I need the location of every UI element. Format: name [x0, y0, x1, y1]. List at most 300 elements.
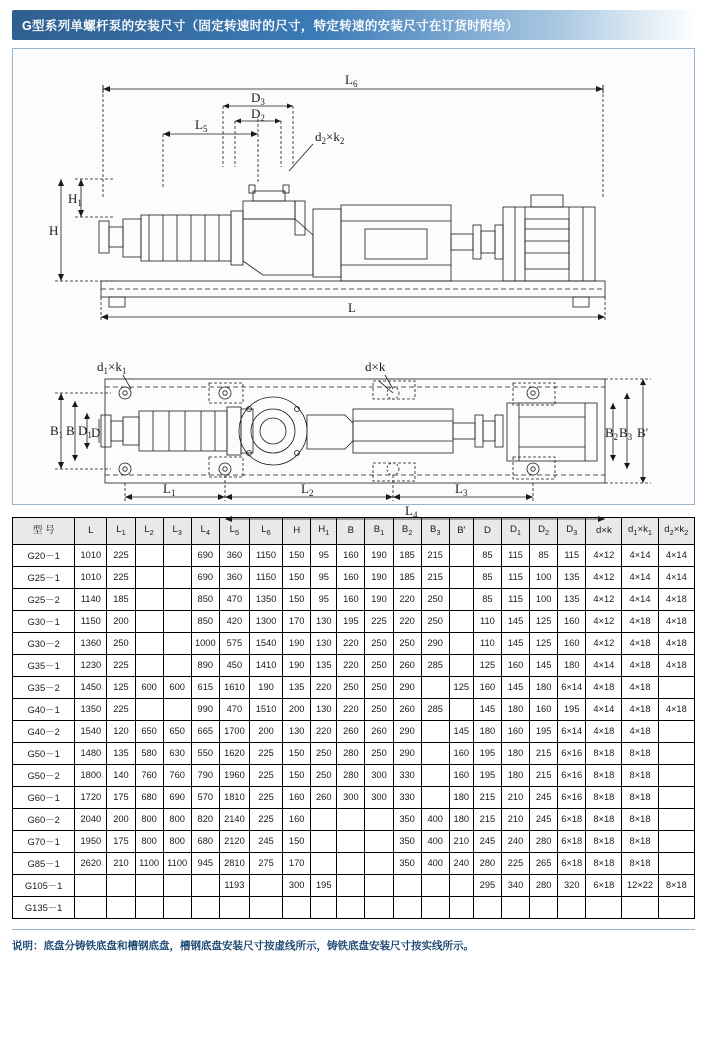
cell-value: 2040 — [75, 809, 107, 831]
cell-value: 130 — [311, 699, 337, 721]
cell-value — [449, 545, 473, 567]
cell-value — [393, 875, 421, 897]
cell-value: 135 — [558, 567, 586, 589]
col-header-D2: $D_2$ — [530, 518, 558, 545]
cell-value: 190 — [249, 677, 282, 699]
cell-value — [530, 897, 558, 919]
label-L: L — [348, 300, 356, 315]
cell-value — [658, 809, 694, 831]
cell-value: 1450 — [75, 677, 107, 699]
cell-value: 890 — [191, 655, 219, 677]
table-row — [13, 589, 695, 611]
cell-value: 340 — [501, 875, 529, 897]
cell-value: 760 — [135, 765, 163, 787]
cell-value: 125 — [530, 611, 558, 633]
cell-value: 665 — [191, 721, 219, 743]
cell-value — [163, 699, 191, 721]
cell-value: 450 — [219, 655, 249, 677]
table-row — [13, 875, 695, 897]
table-row — [13, 897, 695, 919]
cell-value: 225 — [107, 655, 135, 677]
cell-value: 300 — [283, 875, 311, 897]
cell-value: 145 — [449, 721, 473, 743]
cell-value — [421, 765, 449, 787]
cell-value: 360 — [219, 567, 249, 589]
cell-value: 850 — [191, 611, 219, 633]
cell-value — [421, 787, 449, 809]
cell-value: 125 — [449, 677, 473, 699]
cell-model: G40－2 — [13, 721, 75, 743]
cell-value — [586, 897, 622, 919]
cell-value: 95 — [311, 567, 337, 589]
cell-value: 250 — [311, 765, 337, 787]
cell-value: 180 — [449, 787, 473, 809]
cell-value: 1150 — [75, 611, 107, 633]
cell-value — [219, 897, 249, 919]
cell-value: 4×14 — [622, 589, 658, 611]
label-B3: $B_3$ — [619, 425, 633, 442]
cell-value: 2810 — [219, 853, 249, 875]
cell-model: G30－1 — [13, 611, 75, 633]
cell-value: 6×16 — [558, 765, 586, 787]
cell-value — [449, 699, 473, 721]
cell-value: 8×18 — [622, 853, 658, 875]
cell-value — [283, 897, 311, 919]
cell-value: 225 — [249, 743, 282, 765]
cell-value: 600 — [163, 677, 191, 699]
cell-value: 6×16 — [558, 787, 586, 809]
table-row — [13, 809, 695, 831]
cell-value: 1960 — [219, 765, 249, 787]
cell-value: 1230 — [75, 655, 107, 677]
cell-model: G40－1 — [13, 699, 75, 721]
cell-value: 8×18 — [622, 743, 658, 765]
note-text: 底盘分铸铁底盘和槽钢底盘，槽钢底盘安装尺寸按虚线所示，铸铁底盘安装尺寸按实线所示。 — [43, 940, 474, 952]
cell-value: 145 — [501, 677, 529, 699]
label-B: B — [66, 423, 75, 438]
cell-value: 800 — [135, 831, 163, 853]
col-header-model: 型 号 — [13, 518, 75, 545]
cell-value — [449, 633, 473, 655]
cell-value: 4×18 — [586, 677, 622, 699]
cell-value — [449, 611, 473, 633]
cell-value: 130 — [283, 721, 311, 743]
cell-value: 225 — [107, 699, 135, 721]
col-header-L3: $L_3$ — [163, 518, 191, 545]
cell-value: 115 — [501, 567, 529, 589]
table-row — [13, 721, 695, 743]
cell-value — [622, 897, 658, 919]
cell-value: 115 — [501, 545, 529, 567]
cell-value — [337, 853, 365, 875]
cell-value: 650 — [163, 721, 191, 743]
cell-value: 225 — [365, 611, 393, 633]
cell-value — [135, 633, 163, 655]
cell-value: 215 — [530, 765, 558, 787]
cell-value: 4×14 — [586, 699, 622, 721]
cell-value: 6×18 — [558, 853, 586, 875]
cell-value: 160 — [501, 655, 529, 677]
label-D2: $D_2$ — [251, 106, 265, 123]
table-row — [13, 633, 695, 655]
cell-model: G135－1 — [13, 897, 75, 919]
col-header-dk: d×k — [586, 518, 622, 545]
cell-value: 300 — [337, 787, 365, 809]
cell-value: 145 — [530, 655, 558, 677]
cell-value: 1150 — [249, 545, 282, 567]
cell-value: 470 — [219, 699, 249, 721]
cell-value: 615 — [191, 677, 219, 699]
cell-value: 245 — [530, 809, 558, 831]
cell-value: 195 — [530, 721, 558, 743]
cell-value — [449, 655, 473, 677]
cell-value: 575 — [219, 633, 249, 655]
cell-value: 300 — [365, 787, 393, 809]
table-row — [13, 611, 695, 633]
cell-value: 800 — [163, 831, 191, 853]
cell-value — [135, 589, 163, 611]
cell-value: 1010 — [75, 567, 107, 589]
cell-value: 250 — [311, 743, 337, 765]
cell-value: 180 — [449, 809, 473, 831]
cell-model: G50－1 — [13, 743, 75, 765]
cell-value: 225 — [249, 787, 282, 809]
cell-value: 250 — [365, 743, 393, 765]
cell-value: 160 — [337, 567, 365, 589]
cell-value — [473, 897, 501, 919]
cell-value: 4×18 — [658, 655, 694, 677]
cell-value: 160 — [449, 743, 473, 765]
cell-value: 1950 — [75, 831, 107, 853]
cell-value: 260 — [337, 721, 365, 743]
cell-value: 420 — [219, 611, 249, 633]
cell-value: 350 — [393, 809, 421, 831]
cell-value — [107, 897, 135, 919]
cell-value: 1610 — [219, 677, 249, 699]
cell-value — [337, 831, 365, 853]
cell-value — [337, 809, 365, 831]
cell-value: 145 — [501, 611, 529, 633]
cell-value: 195 — [311, 875, 337, 897]
cell-value: 1350 — [249, 589, 282, 611]
table-row — [13, 699, 695, 721]
cell-value: 250 — [107, 633, 135, 655]
cell-value: 190 — [365, 567, 393, 589]
cell-value: 100 — [530, 589, 558, 611]
cell-value: 240 — [501, 831, 529, 853]
label-L6: $L_6$ — [345, 72, 358, 89]
cell-value: 215 — [473, 809, 501, 831]
cell-value: 160 — [558, 633, 586, 655]
cell-value — [449, 897, 473, 919]
cell-value: 160 — [530, 699, 558, 721]
cell-value: 140 — [107, 765, 135, 787]
cell-value: 110 — [473, 633, 501, 655]
cell-value — [449, 589, 473, 611]
cell-value: 85 — [530, 545, 558, 567]
cell-value: 135 — [283, 677, 311, 699]
label-B1: $B_1$ — [50, 423, 64, 440]
cell-value: 215 — [421, 545, 449, 567]
cell-value: 4×14 — [622, 567, 658, 589]
cell-value: 250 — [365, 677, 393, 699]
cell-value: 1700 — [219, 721, 249, 743]
cell-value: 4×14 — [622, 545, 658, 567]
cell-value — [337, 897, 365, 919]
cell-value: 180 — [501, 765, 529, 787]
label-L4: $L_4$ — [405, 503, 418, 520]
footer-note — [12, 929, 695, 953]
cell-value: 210 — [107, 853, 135, 875]
cell-value — [163, 897, 191, 919]
cell-value: 1360 — [75, 633, 107, 655]
cell-value: 215 — [473, 787, 501, 809]
cell-value — [658, 765, 694, 787]
label-dk: d×k — [365, 359, 386, 374]
cell-value: 4×18 — [622, 721, 658, 743]
cell-value — [135, 875, 163, 897]
col-header-d1k1: $d_1\times k_1$ — [622, 518, 658, 545]
label-D3: $D_3$ — [251, 90, 265, 107]
cell-value — [311, 897, 337, 919]
table-row — [13, 567, 695, 589]
cell-value: 215 — [421, 567, 449, 589]
cell-value: 8×18 — [658, 875, 694, 897]
cell-value: 180 — [501, 743, 529, 765]
label-L5: $L_5$ — [195, 117, 208, 134]
cell-value: 175 — [107, 831, 135, 853]
cell-value: 4×18 — [658, 633, 694, 655]
cell-value: 1800 — [75, 765, 107, 787]
cell-value: 210 — [501, 809, 529, 831]
cell-value: 135 — [311, 655, 337, 677]
cell-value: 6×16 — [558, 743, 586, 765]
cell-value: 200 — [107, 809, 135, 831]
cell-value: 160 — [283, 787, 311, 809]
cell-value: 400 — [421, 853, 449, 875]
cell-value: 800 — [135, 809, 163, 831]
cell-value: 4×12 — [586, 633, 622, 655]
cell-value: 1540 — [75, 721, 107, 743]
cell-value: 245 — [473, 831, 501, 853]
cell-value — [449, 567, 473, 589]
cell-value: 280 — [473, 853, 501, 875]
cell-value — [658, 677, 694, 699]
cell-value: 800 — [163, 809, 191, 831]
cell-value: 4×18 — [622, 677, 658, 699]
cell-value: 280 — [337, 743, 365, 765]
col-header-L6: $L_6$ — [249, 518, 282, 545]
cell-value: 1350 — [75, 699, 107, 721]
cell-value: 8×18 — [622, 787, 658, 809]
cell-value: 100 — [530, 567, 558, 589]
cell-model: G35－1 — [13, 655, 75, 677]
label-H1: $H_1$ — [68, 191, 82, 208]
note-label: 说明： — [12, 940, 44, 952]
col-header-D3: $D_3$ — [558, 518, 586, 545]
cell-value: 280 — [530, 875, 558, 897]
cell-value — [501, 897, 529, 919]
cell-value — [163, 633, 191, 655]
cell-value — [365, 875, 393, 897]
cell-value: 2620 — [75, 853, 107, 875]
cell-value: 275 — [249, 853, 282, 875]
cell-value — [75, 897, 107, 919]
cell-value: 630 — [163, 743, 191, 765]
cell-value: 260 — [393, 699, 421, 721]
cell-value — [365, 853, 393, 875]
col-header-L1: $L_1$ — [107, 518, 135, 545]
cell-value: 200 — [107, 611, 135, 633]
cell-value: 260 — [393, 655, 421, 677]
cell-value: 245 — [249, 831, 282, 853]
cell-value: 160 — [501, 721, 529, 743]
cell-value: 290 — [421, 633, 449, 655]
cell-value — [658, 787, 694, 809]
cell-value: 300 — [365, 765, 393, 787]
cell-model: G60－1 — [13, 787, 75, 809]
cell-value — [658, 853, 694, 875]
cell-value — [163, 611, 191, 633]
cell-value: 1720 — [75, 787, 107, 809]
cell-model: G105－1 — [13, 875, 75, 897]
spec-table-wrap — [12, 517, 695, 919]
cell-value: 150 — [283, 831, 311, 853]
cell-value: 85 — [473, 589, 501, 611]
col-header-B1: $B_1$ — [365, 518, 393, 545]
cell-value: 145 — [501, 633, 529, 655]
cell-value: 280 — [337, 765, 365, 787]
cell-value: 220 — [393, 589, 421, 611]
cell-value: 1193 — [219, 875, 249, 897]
col-header-L2: $L_2$ — [135, 518, 163, 545]
table-row — [13, 853, 695, 875]
col-header-B2: $B_2$ — [393, 518, 421, 545]
cell-value: 115 — [558, 545, 586, 567]
cell-value: 250 — [337, 677, 365, 699]
table-row — [13, 655, 695, 677]
cell-value: 195 — [473, 765, 501, 787]
cell-model: G60－2 — [13, 809, 75, 831]
cell-value: 680 — [191, 831, 219, 853]
cell-value: 6×18 — [558, 809, 586, 831]
cell-value — [658, 897, 694, 919]
cell-value: 12×22 — [622, 875, 658, 897]
spec-table-body — [13, 545, 695, 919]
cell-value: 225 — [249, 765, 282, 787]
cell-value — [135, 545, 163, 567]
col-header-L: L — [75, 518, 107, 545]
cell-value — [658, 831, 694, 853]
cell-value: 150 — [283, 743, 311, 765]
cell-value: 400 — [421, 831, 449, 853]
cell-value: 330 — [393, 787, 421, 809]
technical-drawing — [12, 48, 695, 520]
cell-value: 125 — [530, 633, 558, 655]
page-title: G型系列单螺杆泵的安装尺寸（固定转速时的尺寸，特定转速的安装尺寸在订货时附给） — [22, 19, 519, 33]
table-row — [13, 831, 695, 853]
label-Bprime: B' — [637, 425, 649, 440]
cell-value — [337, 875, 365, 897]
cell-value: 850 — [191, 589, 219, 611]
cell-value: 6×18 — [558, 831, 586, 853]
cell-value: 135 — [558, 589, 586, 611]
cell-value: 200 — [283, 699, 311, 721]
table-row — [13, 677, 695, 699]
table-row — [13, 545, 695, 567]
cell-value: 290 — [393, 743, 421, 765]
cell-value: 160 — [337, 589, 365, 611]
cell-value: 285 — [421, 699, 449, 721]
cell-value: 175 — [107, 787, 135, 809]
cell-value — [658, 721, 694, 743]
label-H: H — [49, 223, 59, 238]
col-header-H: H — [283, 518, 311, 545]
cell-value: 290 — [393, 721, 421, 743]
cell-model: G25－1 — [13, 567, 75, 589]
cell-value: 285 — [421, 655, 449, 677]
cell-value: 8×18 — [586, 787, 622, 809]
cell-value: 95 — [311, 545, 337, 567]
col-header-D1: $D_1$ — [501, 518, 529, 545]
cell-value: 4×18 — [622, 633, 658, 655]
cell-value: 195 — [558, 699, 586, 721]
cell-value: 195 — [337, 611, 365, 633]
cell-value: 400 — [421, 809, 449, 831]
cell-value: 150 — [283, 589, 311, 611]
cell-model: G50－2 — [13, 765, 75, 787]
cell-value: 220 — [311, 677, 337, 699]
col-header-H1: $H_1$ — [311, 518, 337, 545]
cell-value — [365, 809, 393, 831]
cell-value: 150 — [283, 545, 311, 567]
cell-value — [449, 875, 473, 897]
cell-value: 4×18 — [658, 699, 694, 721]
cell-value: 125 — [107, 677, 135, 699]
cell-value: 1510 — [249, 699, 282, 721]
cell-value: 190 — [365, 545, 393, 567]
cell-value: 160 — [283, 809, 311, 831]
cell-value: 160 — [473, 677, 501, 699]
cell-value: 4×14 — [658, 545, 694, 567]
cell-value: 470 — [219, 589, 249, 611]
cell-value: 4×12 — [586, 611, 622, 633]
col-header-L5: $L_5$ — [219, 518, 249, 545]
cell-value — [558, 897, 586, 919]
cell-value: 690 — [163, 787, 191, 809]
cell-value: 225 — [249, 809, 282, 831]
col-header-B3: $B_3$ — [421, 518, 449, 545]
cell-value: 250 — [365, 633, 393, 655]
cell-model: G25－2 — [13, 589, 75, 611]
cell-model: G70－1 — [13, 831, 75, 853]
cell-value: 320 — [558, 875, 586, 897]
cell-value: 160 — [558, 611, 586, 633]
cell-value: 190 — [283, 633, 311, 655]
cell-value: 250 — [393, 633, 421, 655]
cell-value — [135, 897, 163, 919]
cell-value: 8×18 — [622, 809, 658, 831]
cell-value: 4×18 — [622, 699, 658, 721]
cell-value: 580 — [135, 743, 163, 765]
cell-value: 4×18 — [658, 611, 694, 633]
cell-value — [421, 897, 449, 919]
cell-value: 265 — [530, 853, 558, 875]
cell-value: 240 — [449, 853, 473, 875]
cell-value — [135, 655, 163, 677]
cell-value — [311, 831, 337, 853]
cell-value: 6×18 — [586, 875, 622, 897]
